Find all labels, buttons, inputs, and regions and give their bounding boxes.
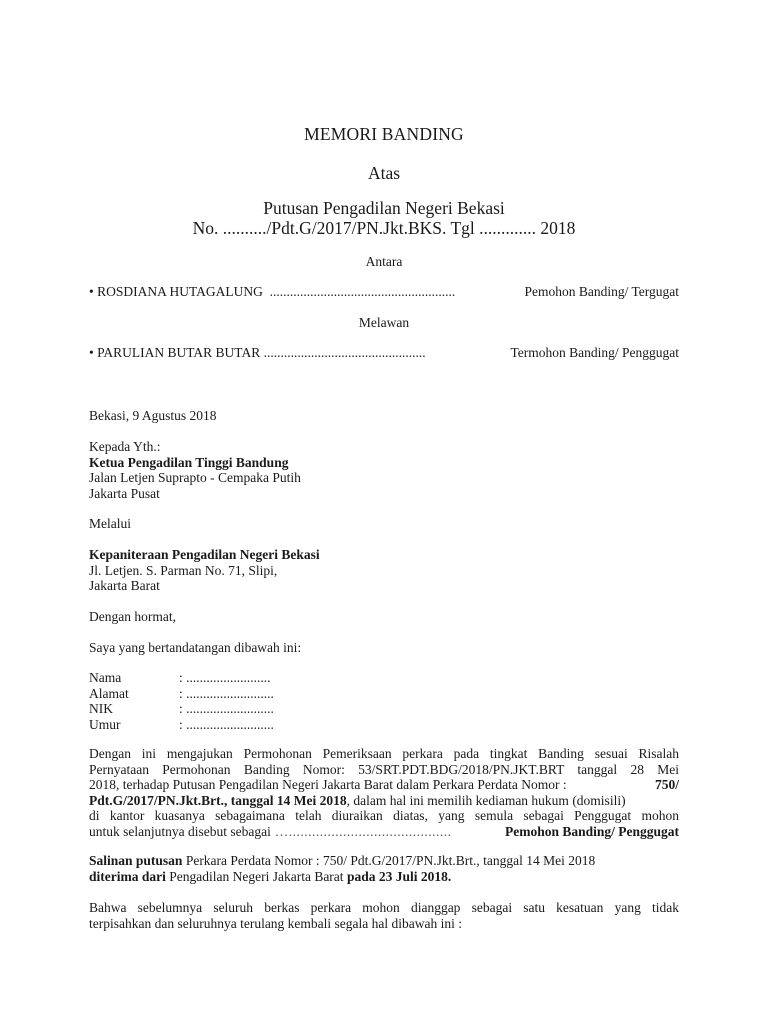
recipient-block: [89, 439, 679, 501]
versus-label: Melawan: [358, 315, 410, 330]
paragraph-line: Pernyataan Permohonan Banding Nomor: 53/SRT.PDT.BDG/2018/PN.JKT.BRT tanggal 28 Mei: [89, 761, 679, 777]
identity-row-name: [89, 670, 679, 686]
intro: [89, 640, 679, 656]
identity-label: Umur: [89, 716, 121, 732]
dotted-leader: …..........................................: [270, 823, 452, 839]
identity-row-nik: [89, 701, 679, 717]
identity-value: : .........................: [179, 670, 271, 685]
via-label-text: Melalui: [89, 516, 131, 531]
paragraph-line: Dengan ini mengajukan Permohonan Pemeriksaan perkara pada tingkat Banding sesuai Risalah: [89, 746, 679, 761]
decision-court: Putusan Pengadilan Negeri Bekasi: [263, 198, 505, 218]
paragraph-text: [89, 793, 626, 809]
place-date-text: Bekasi, 9 Agustus 2018: [89, 408, 217, 423]
paragraph-line: [89, 793, 679, 809]
document-title: MEMORI BANDING: [304, 124, 464, 144]
party-respondent-role: Termohon Banding/ Penggugat: [510, 345, 679, 360]
paragraph-appeal-request: [89, 746, 679, 839]
identity-label: Alamat: [89, 685, 129, 701]
paragraph-text: [89, 824, 451, 840]
identity-row-age: [89, 717, 679, 733]
via-address2: Jakarta Barat: [89, 578, 160, 593]
paragraph-copy-received: [89, 853, 679, 884]
document-subtitle: Atas: [367, 163, 401, 183]
paragraph-text: Pengadilan Negeri Jakarta Barat: [165, 868, 347, 884]
case-date-bold: Pdt.G/2017/PN.Jkt.Brt., tanggal 14 Mei 2018: [89, 792, 347, 808]
identity-value: : ..........................: [179, 716, 274, 732]
paragraph-text: untuk selanjutnya disebut sebagai: [89, 823, 271, 839]
paragraph-line: [89, 824, 679, 840]
paragraph-line: di kantor kuasanya sebagaimana telah diuraikan diatas, yang semula sebagai Penggugat mohon: [89, 808, 679, 823]
recipient-address1: Jalan Letjen Suprapto - Cempaka Putih: [89, 470, 301, 485]
place-date: [89, 408, 679, 424]
identity-row-address: [89, 686, 679, 702]
greeting: [89, 609, 679, 625]
bold-text: diterima dari: [89, 868, 166, 884]
between-label: Antara: [365, 254, 403, 269]
party-appellant-name: • ROSDIANA HUTAGALUNG .......................................................: [89, 284, 456, 299]
identity-label: NIK: [89, 701, 113, 716]
identity-value: : ..........................: [179, 701, 274, 716]
recipient-name: Ketua Pengadilan Tinggi Bandung: [89, 454, 289, 470]
paragraph-line: Bahwa sebelumnya seluruh berkas perkara mohon dianggap sebagai satu kesatuan yang tidak: [89, 900, 679, 915]
party-respondent: [89, 345, 679, 361]
greeting-text: Dengan hormat,: [89, 609, 176, 624]
via-address1: Jl. Letjen. S. Parman No. 71, Slipi,: [89, 562, 278, 578]
paragraph-case-files: [89, 900, 679, 931]
identity-label: Nama: [89, 670, 122, 685]
identity-fields: [89, 670, 679, 732]
paragraph-text: 2018, terhadap Putusan Pengadilan Negeri Jakarta Barat dalam Perkara Perdata Nomor :: [89, 777, 567, 792]
via-label: [89, 516, 679, 532]
party-respondent-name: • PARULIAN BUTAR BUTAR ................................................: [89, 345, 426, 360]
paragraph-line: terpisahkan dan seluruhnya terulang kembali segala hal dibawah ini :: [89, 915, 463, 931]
decision-number: No. ........../Pdt.G/2017/PN.Jkt.BKS. Tgl ............. 2018: [192, 218, 576, 238]
paragraph-line: [89, 869, 679, 885]
via-name: Kepaniteraan Pengadilan Negeri Bekasi: [89, 547, 320, 562]
paragraph-text: Perkara Perdata Nomor : 750/ Pdt.G/2017/PN.Jkt.Brt., tanggal 14 Mei 2018: [182, 853, 596, 868]
paragraph-line: [89, 853, 679, 869]
appellant-designation: Pemohon Banding/ Penggugat: [504, 823, 679, 839]
bold-text: pada 23 Juli 2018.: [346, 868, 452, 884]
via-block: [89, 547, 679, 594]
case-number-bold: 750/: [654, 777, 679, 792]
intro-text: Saya yang bertandatangan dibawah ini:: [89, 640, 302, 655]
paragraph-text: , dalam hal ini memilih kediaman hukum (domisili): [346, 792, 626, 808]
party-appellant-role: Pemohon Banding/ Tergugat: [524, 284, 679, 299]
recipient-address2: Jakarta Pusat: [89, 485, 160, 501]
recipient-salutation: Kepada Yth.:: [89, 439, 161, 454]
party-appellant: [89, 284, 679, 300]
paragraph-line: [89, 777, 679, 793]
identity-value: : ..........................: [179, 685, 274, 701]
bold-text: Salinan putusan: [89, 853, 183, 868]
